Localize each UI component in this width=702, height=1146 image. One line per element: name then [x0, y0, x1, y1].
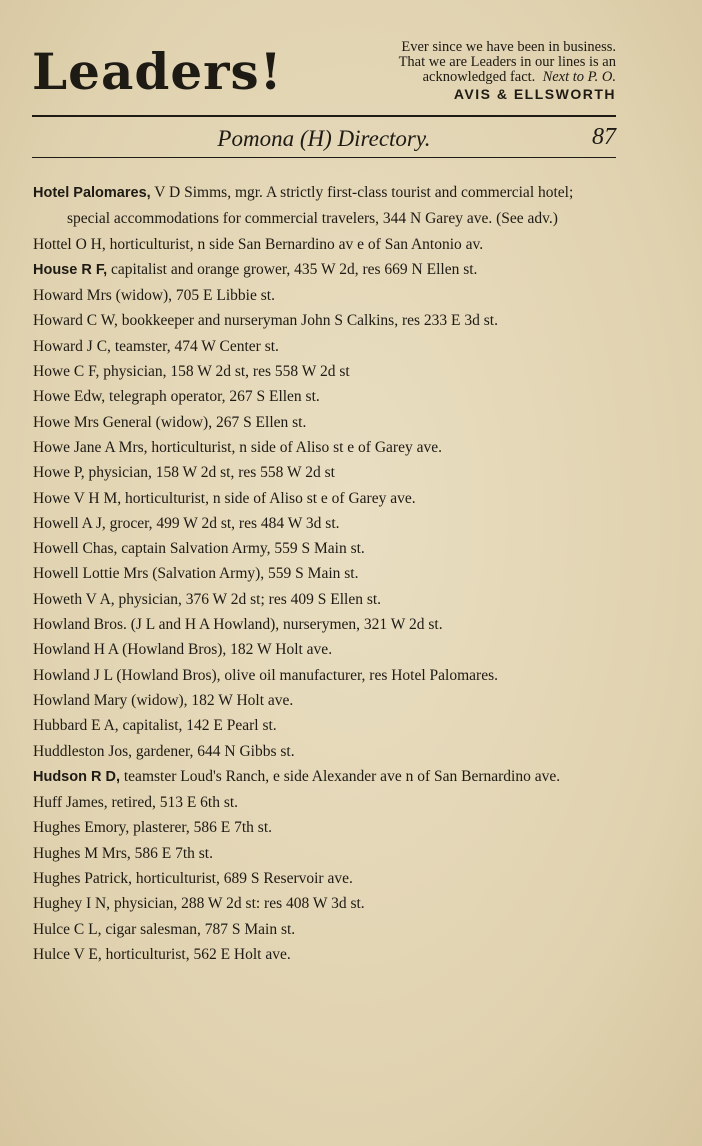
entry-name: Huff James,: [33, 794, 108, 812]
directory-entry: [33, 917, 617, 942]
entry-name: Howell A J,: [33, 514, 106, 532]
entry-details: horticulturist, 562 E Holt ave.: [101, 945, 291, 963]
directory-entry: [33, 764, 617, 790]
entry-details: (widow), 267 S Ellen st.: [151, 413, 307, 431]
entry-name: Howard Mrs: [33, 287, 112, 305]
directory-entry: [33, 612, 617, 637]
entry-name: House R F,: [33, 261, 108, 278]
directory-entry: [33, 384, 617, 409]
page-title: Pomona (H) Directory.: [217, 126, 431, 151]
entry-name: Howe Edw,: [33, 388, 106, 406]
entry-name: Huddleston Jos,: [33, 742, 133, 760]
directory-entry: [33, 536, 617, 561]
entry-name: Howe P,: [33, 464, 85, 482]
entry-details: horticulturist, n side of Aliso st e of Garey ave.: [121, 489, 416, 507]
entry-details: V D Simms, mgr. A strictly first-class tourist and commercial hotel; special accommodations for commercial travelers, 344 N Garey ave. (See adv.): [67, 184, 574, 228]
entry-name: Howard J C,: [33, 337, 111, 355]
directory-entry: [33, 283, 617, 308]
entry-details: horticulturist, n side of Aliso st e of Garey ave.: [147, 438, 442, 456]
directory-entry: [33, 232, 617, 257]
page-header: [32, 124, 616, 154]
entry-name: Hughes Emory,: [33, 819, 130, 837]
entry-name: Howland Bros.: [33, 616, 127, 634]
entry-name: Howell Chas,: [33, 540, 118, 558]
entry-name: Hubbard E A,: [33, 717, 119, 735]
directory-entry: [33, 942, 617, 967]
entry-details: retired, 513 E 6th st.: [107, 794, 239, 812]
ad-line: That we are Leaders in our lines is an: [398, 54, 616, 70]
entry-details: teamster, 474 W Center st.: [110, 337, 279, 355]
entry-details: 586 E 7th st.: [130, 844, 213, 862]
directory-entry: [33, 435, 617, 460]
leaders-logo: Leaders!: [32, 42, 283, 101]
entry-name: Howe C F,: [33, 363, 100, 381]
entry-details: captain Salvation Army, 559 S Main st.: [117, 540, 365, 558]
entry-name: Hughes M Mrs,: [33, 844, 131, 862]
directory-entry: [33, 410, 617, 435]
entry-name: Hughes Patrick,: [33, 870, 133, 888]
ad-copy: [312, 40, 616, 102]
entry-details: horticulturist, 689 S Reservoir ave.: [132, 870, 353, 888]
directory-entry: [33, 359, 617, 384]
entry-name: Howe Mrs General: [33, 413, 152, 431]
entry-details: capitalist, 142 E Pearl st.: [118, 717, 277, 735]
header-rule-bottom: [32, 157, 616, 158]
ad-firm-name: AVIS & ELLSWORTH: [453, 86, 616, 102]
entry-name: Hulce C L,: [33, 920, 102, 938]
entry-details: physician, 376 W 2d st; res 409 S Ellen st.: [114, 590, 382, 608]
entry-details: telegraph operator, 267 S Ellen st.: [105, 388, 320, 406]
entry-details: physician, 158 W 2d st, res 558 W 2d st: [99, 363, 350, 381]
entry-name: Howe Jane A Mrs,: [33, 438, 148, 456]
directory-entry: [33, 891, 617, 916]
directory-entry: [33, 637, 617, 662]
directory-entry: [33, 587, 617, 612]
directory-entry: [33, 688, 617, 713]
entry-name: Howland J L: [33, 666, 113, 684]
entry-details: physician, 288 W 2d st: res 408 W 3d st.: [110, 895, 365, 913]
entry-name: Howland Mary: [33, 691, 128, 709]
entry-name: Howland H A: [33, 641, 119, 659]
entry-details: cigar salesman, 787 S Main st.: [101, 920, 296, 938]
directory-entry: [33, 866, 617, 891]
entry-details: (J L and H A Howland), nurserymen, 321 W 2d st.: [126, 616, 443, 634]
directory-entry: [33, 841, 617, 866]
advertisement-banner: [32, 40, 616, 114]
entry-details: plasterer, 586 E 7th st.: [129, 819, 273, 837]
entry-name: Howell Lottie Mrs: [33, 565, 149, 583]
directory-entry: [33, 308, 617, 333]
entry-details: teamster Loud's Ranch, e side Alexander ave n of San Bernardino ave.: [120, 767, 561, 785]
header-rule-top: [32, 115, 616, 117]
entry-details: gardener, 644 N Gibbs st.: [132, 742, 295, 760]
entry-details: grocer, 499 W 2d st, res 484 W 3d st.: [105, 514, 340, 532]
entry-details: (widow), 182 W Holt ave.: [127, 691, 294, 709]
entry-name: Hudson R D,: [33, 768, 120, 785]
page-number: 87: [592, 124, 616, 150]
directory-entry: [33, 334, 617, 359]
entry-details: (Howland Bros), olive oil manufacturer, res Hotel Palomares.: [112, 666, 498, 684]
directory-entry: [33, 511, 617, 536]
entry-details: (Howland Bros), 182 W Holt ave.: [118, 641, 333, 659]
entry-name: Hottel O H,: [33, 235, 106, 253]
entry-details: horticulturist, n side San Bernardino av e of San Antonio av.: [105, 235, 484, 253]
directory-entry: [33, 815, 617, 840]
ad-line: Ever since we have been in business.: [401, 39, 616, 55]
entry-name: Hotel Palomares,: [33, 185, 151, 201]
directory-entry: [33, 739, 617, 764]
entry-details: (widow), 705 E Libbie st.: [111, 287, 275, 305]
directory-entry: [33, 257, 617, 283]
directory-entry: [33, 663, 617, 688]
directory-entry: [33, 180, 617, 232]
directory-entry: [33, 561, 617, 586]
entry-details: physician, 158 W 2d st, res 558 W 2d st: [84, 464, 335, 482]
directory-entry: [33, 460, 617, 485]
directory-entry: [33, 713, 617, 738]
entry-name: Hughey I N,: [33, 895, 111, 913]
entry-name: Howe V H M,: [33, 489, 122, 507]
directory-entry: [33, 790, 617, 815]
entry-name: Hulce V E,: [33, 945, 102, 963]
entry-details: (Salvation Army), 559 S Main st.: [148, 565, 359, 583]
ad-line: [312, 70, 616, 85]
directory-entries: [33, 180, 617, 967]
ad-line-text: acknowledged fact.: [422, 69, 536, 85]
entry-details: bookkeeper and nurseryman John S Calkins, res 233 E 3d st.: [117, 312, 498, 330]
entry-name: Howard C W,: [33, 312, 118, 330]
directory-entry: [33, 486, 617, 511]
entry-name: Howeth V A,: [33, 590, 115, 608]
entry-details: capitalist and orange grower, 435 W 2d, res 669 N Ellen st.: [107, 260, 478, 278]
ad-next-to: Next to P. O.: [542, 69, 616, 85]
